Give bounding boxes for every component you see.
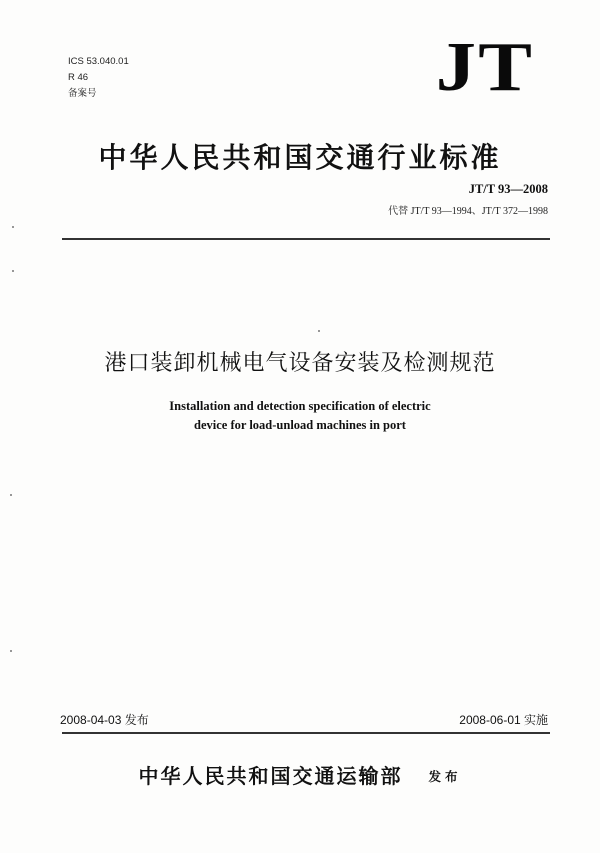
document-title-chinese: 港口装卸机械电气设备安装及检测规范 [104,351,496,376]
standard-number: JT/T 93—2008 [468,182,548,196]
bottom-divider [62,732,550,734]
top-divider [62,238,550,240]
classification-block [68,54,129,102]
filing-number-label: 备案号 [68,88,97,99]
scan-speck [12,226,14,228]
jt-logo: JT [435,29,535,106]
document-title-english [0,397,600,435]
standard-category-title: 中华人民共和国交通行业标准 [98,141,502,174]
ics-code: ICS 53.040.01 [68,56,129,67]
scan-speck [10,650,12,652]
scan-speck [318,330,320,332]
classification-code: R 46 [68,72,89,83]
replaces-standards: 代替 JT/T 93—1994、JT/T 372—1998 [388,206,548,217]
publisher-name: 中华人民共和国交通运输部 [138,764,403,788]
scan-speck [12,270,14,272]
issue-date: 2008-04-03 发布 [60,713,149,727]
implementation-date: 2008-06-01 实施 [459,713,548,727]
publish-label: 发布 [428,769,462,784]
english-title-line-2: device for load-unload machines in port [194,418,406,432]
scan-speck [10,494,12,496]
english-title-line-1: Installation and detection specification of electric [169,399,431,413]
publisher-line [0,760,600,789]
